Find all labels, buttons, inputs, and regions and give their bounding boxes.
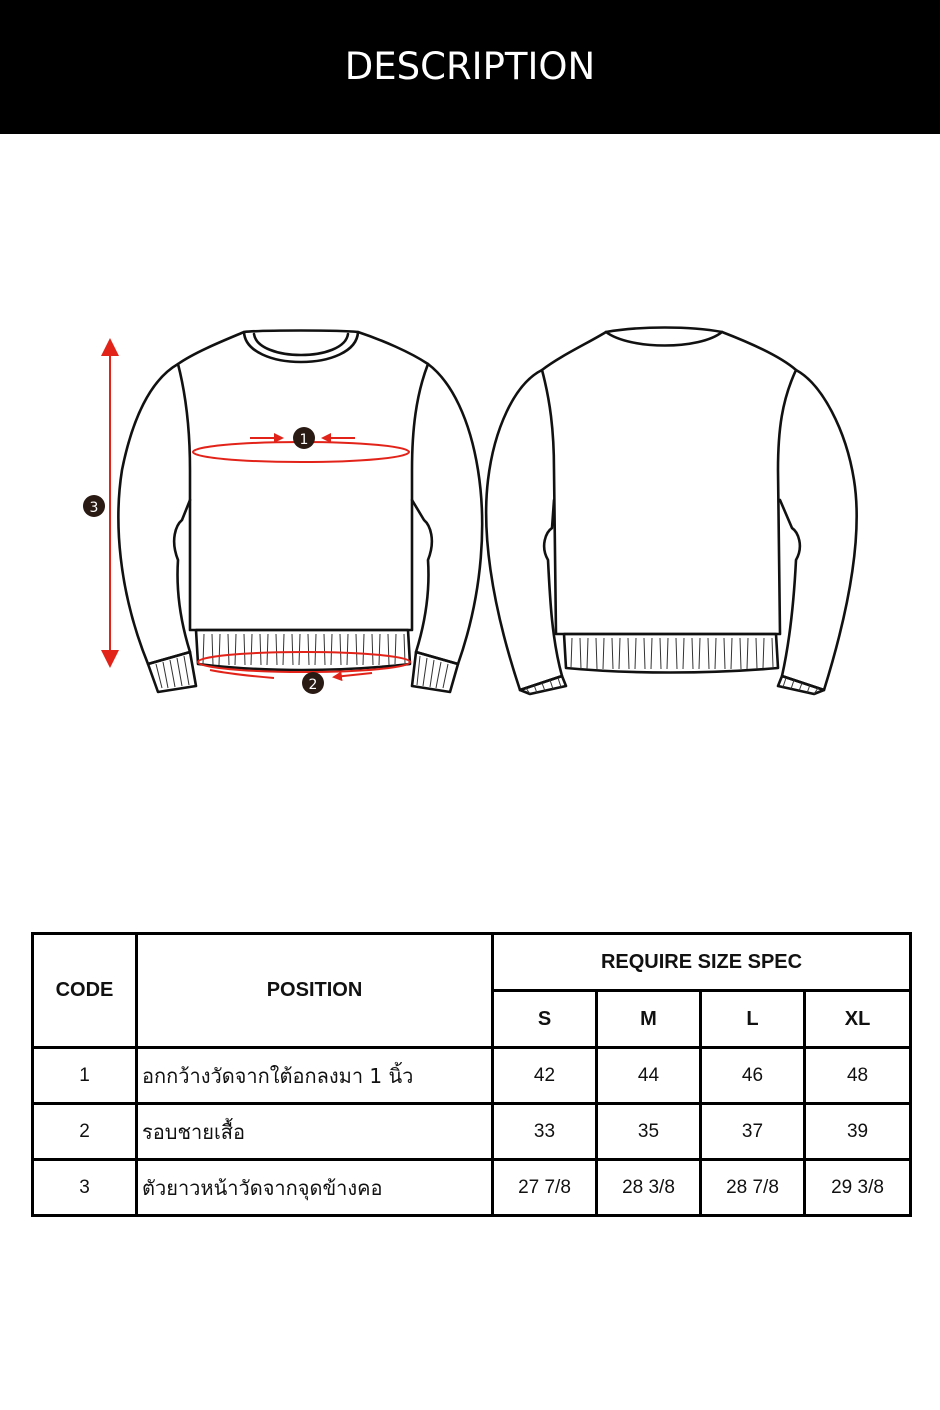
- row-value-s: 42: [493, 1048, 597, 1104]
- header-bar: [0, 0, 940, 134]
- row-value-xl: 29 3/8: [805, 1160, 911, 1216]
- header-require-size-spec: REQUIRE SIZE SPEC: [493, 934, 911, 991]
- table-row: [33, 1104, 911, 1160]
- size-header-m: M: [597, 991, 701, 1048]
- size-header-l: L: [701, 991, 805, 1048]
- row-code: 2: [33, 1104, 137, 1160]
- row-position: ตัวยาวหน้าวัดจากจุดข้างคอ: [137, 1160, 493, 1216]
- row-value-xl: 48: [805, 1048, 911, 1104]
- row-value-s: 33: [493, 1104, 597, 1160]
- row-value-xl: 39: [805, 1104, 911, 1160]
- page-title: DESCRIPTION: [344, 44, 596, 88]
- table-row: [33, 1160, 911, 1216]
- size-header-s: S: [493, 991, 597, 1048]
- header-position: POSITION: [137, 934, 493, 1048]
- row-value-l: 28 7/8: [701, 1160, 805, 1216]
- marker-badge-3: [83, 495, 105, 517]
- row-value-m: 28 3/8: [597, 1160, 701, 1216]
- sweater-measurement-diagram: [0, 300, 940, 720]
- row-value-l: 37: [701, 1104, 805, 1160]
- row-value-m: 35: [597, 1104, 701, 1160]
- row-position: รอบชายเสื้อ: [137, 1104, 493, 1160]
- row-code: 1: [33, 1048, 137, 1104]
- row-value-m: 44: [597, 1048, 701, 1104]
- table-row: [33, 1048, 911, 1104]
- marker-badge-1: [293, 427, 315, 449]
- svg-text:2: 2: [308, 677, 318, 693]
- size-spec-table: [31, 932, 912, 1217]
- sweater-back-outline: [486, 328, 857, 695]
- row-position: อกกว้างวัดจากใต้อกลงมา 1 นิ้ว: [137, 1048, 493, 1104]
- svg-text:3: 3: [89, 500, 99, 516]
- hem-measurement: [198, 652, 410, 678]
- row-value-l: 46: [701, 1048, 805, 1104]
- size-header-xl: XL: [805, 991, 911, 1048]
- svg-text:1: 1: [299, 432, 309, 448]
- row-code: 3: [33, 1160, 137, 1216]
- header-code: CODE: [33, 934, 137, 1048]
- row-value-s: 27 7/8: [493, 1160, 597, 1216]
- marker-badge-2: [302, 672, 324, 694]
